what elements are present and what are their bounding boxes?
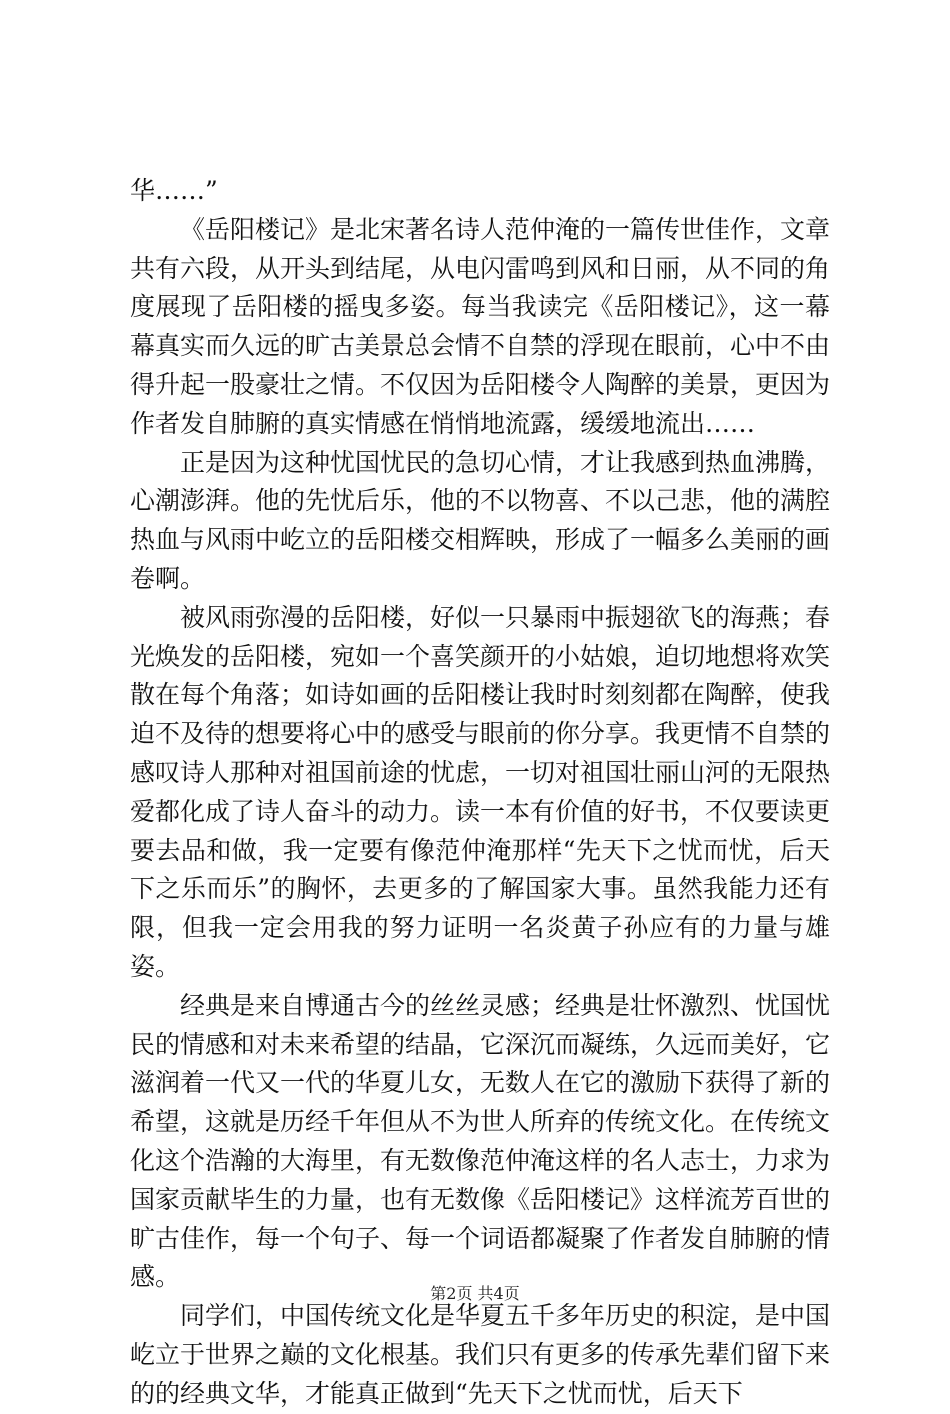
page-number-footer: 第2页 共4页 (430, 1284, 520, 1303)
paragraph-traditional-culture: 同学们，中国传统文化是华夏五千多年历史的积淀，是中国屹立于世界之巅的文化根基。我们只有更多的传承先辈们留下来的的经典文华，才能真正做到“先天下之忧而忧，后天下 (130, 1301, 831, 1408)
document-body (130, 172, 830, 1414)
paragraph-continuation: 华……” (130, 176, 218, 205)
paragraph-classics: 经典是来自博通古今的丝丝灵感；经典是壮怀激烈、忧国忧民的情感和对未来希望的结晶，它深沉而凝练，久远而美好，它滋润着一代又一代的华夏儿女，无数人在它的激励下获得了新的希望，这就是历经千年但从不为世人所弃的传统文化。在传统文化这个浩瀚的大海里，有无数像范仲淹这样的名人志士，力求为国家贡献毕生的力量，也有无数像《岳阳楼记》这样流芳百世的旷古佳作，每一个句子、每一个词语都凝聚了作者发自肺腑的情感。 (130, 990, 831, 1292)
paragraph-yueyanglouji-intro: 《岳阳楼记》是北宋著名诗人范仲淹的一篇传世佳作，文章共有六段，从开头到结尾，从电闪雷鸣到风和日丽，从不同的角度展现了岳阳楼的摇曳多姿。每当我读完《岳阳楼记》，这一幕幕真实而久远的旷古美景总会情不自禁的浮现在眼前，心中不由得升起一股豪壮之情。不仅因为岳阳楼令人陶醉的美景，更因为作者发自肺腑的真实情感在悄悄地流露，缓缓地流出…… (130, 214, 831, 438)
paragraph-patriotic-feeling: 正是因为这种忧国忧民的急切心情，才让我感到热血沸腾，心潮澎湃。他的先忧后乐，他的不以物喜、不以己悲，他的满腔热血与风雨中屹立的岳阳楼交相辉映，形成了一幅多么美丽的画卷啊。 (130, 447, 831, 593)
paragraph-yueyanglou-imagery: 被风雨弥漫的岳阳楼，好似一只暴雨中振翅欲飞的海燕；春光焕发的岳阳楼，宛如一个喜笑颜开的小姑娘，迫切地想将欢笑散在每个角落；如诗如画的岳阳楼让我时时刻刻都在陶醉，使我迫不及待的想要将心中的感受与眼前的你分享。我更情不自禁的感叹诗人那种对祖国前途的忧虑，一切对祖国壮丽山河的无限热爱都化成了诗人奋斗的动力。读一本有价值的好书，不仅要读更要去品和做，我一定要有像范仲淹那样“先天下之忧而忧，后天下之乐而乐”的胸怀，去更多的了解国家大事。虽然我能力还有限，但我一定会用我的努力证明一名炎黄子孙应有的力量与雄姿。 (130, 602, 831, 981)
